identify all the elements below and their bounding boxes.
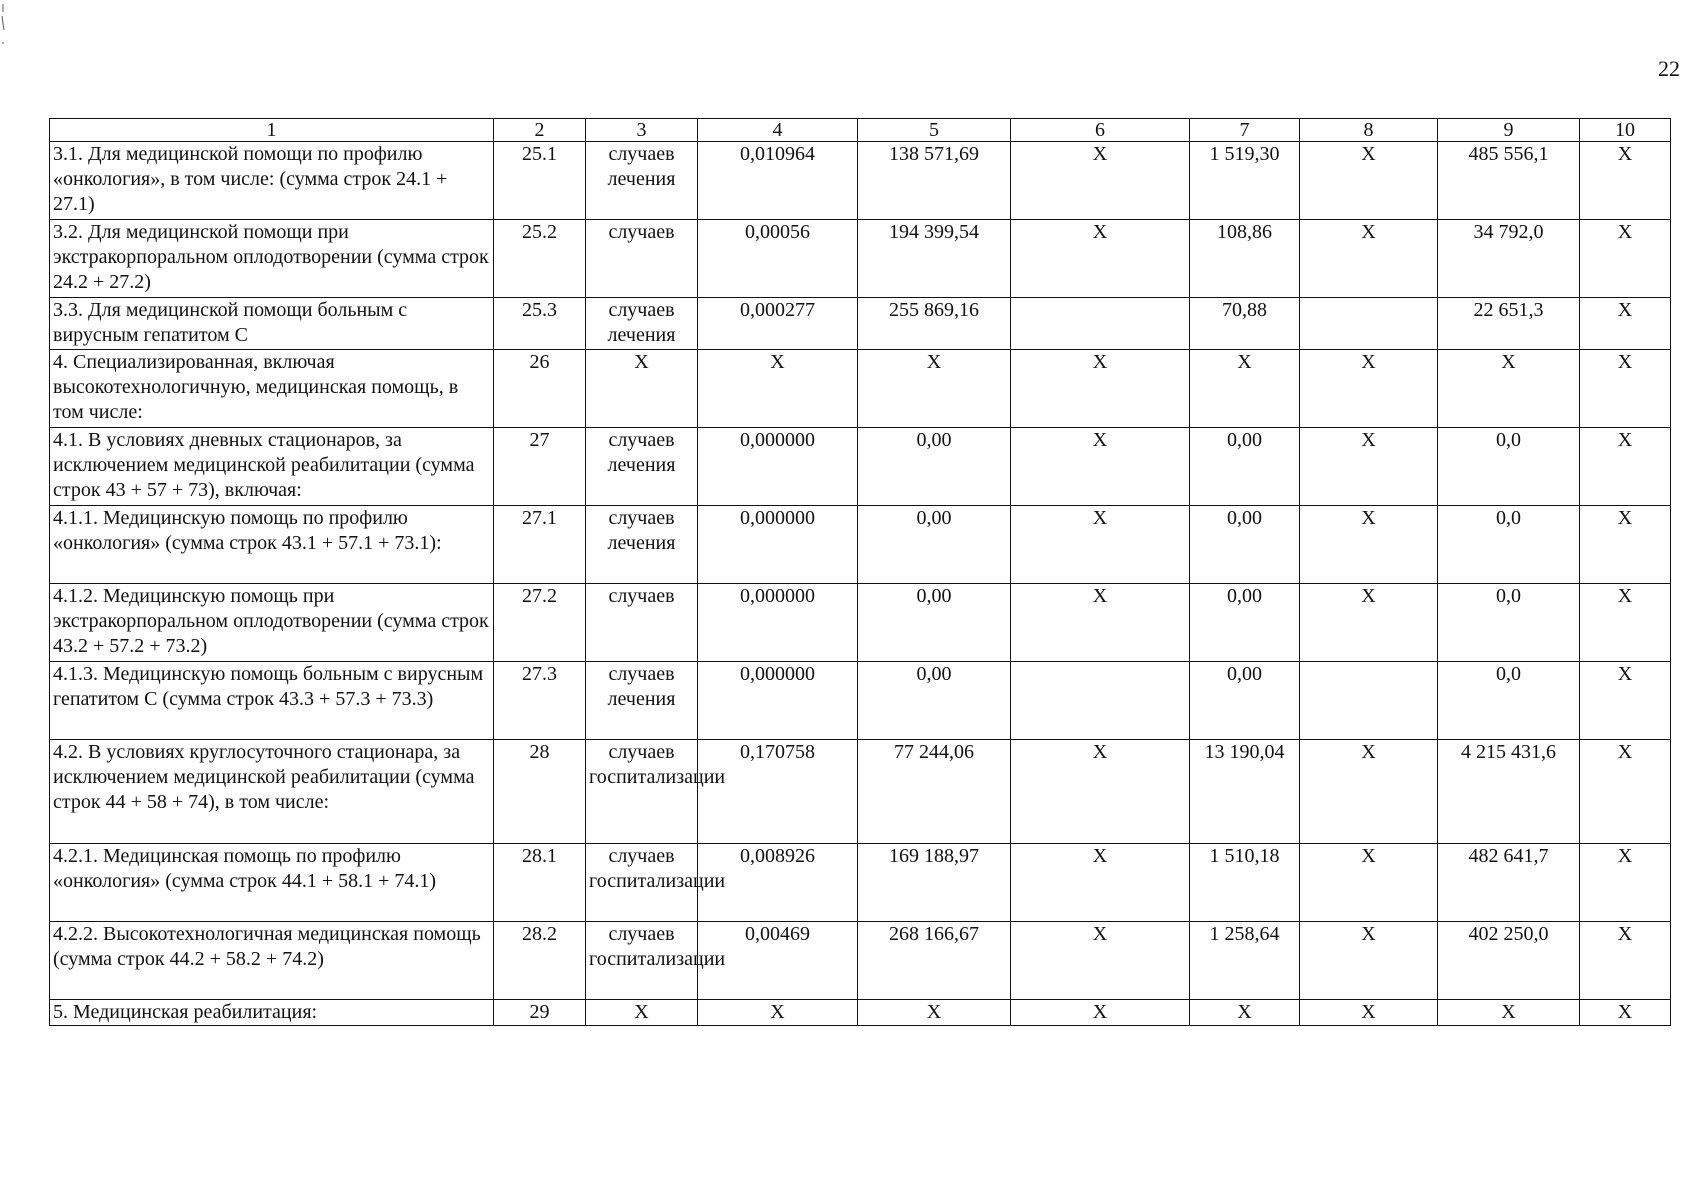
- row-code-cell: 27: [494, 428, 586, 506]
- value-cell: [1300, 662, 1438, 740]
- value-cell: Х: [1011, 142, 1190, 220]
- row-code-cell: 25.3: [494, 298, 586, 350]
- row-name-cell: 3.2. Для медицинской помощи при экстракорпоральном оплодотворении (сумма строк 24.2 + 27.2): [50, 220, 494, 298]
- value-cell: Х: [1580, 298, 1671, 350]
- unit-cell: случаев лечения: [586, 142, 698, 220]
- column-header: 10: [1580, 119, 1671, 142]
- value-cell: Х: [1300, 506, 1438, 584]
- row-code-cell: 27.2: [494, 584, 586, 662]
- row-name-cell: 4.2.2. Высокотехнологичная медицинская помощь (сумма строк 44.2 + 58.2 + 74.2): [50, 922, 494, 1000]
- row-name-cell: 4.1. В условиях дневных стационаров, за исключением медицинской реабилитации (сумма строк 43 + 57 + 73), включая:: [50, 428, 494, 506]
- value-cell: 0,00: [858, 662, 1011, 740]
- value-cell: 0,000000: [698, 506, 858, 584]
- value-cell: Х: [1438, 1000, 1580, 1026]
- value-cell: Х: [1438, 350, 1580, 428]
- value-cell: Х: [1300, 844, 1438, 922]
- value-cell: 1 510,18: [1190, 844, 1300, 922]
- value-cell: Х: [1580, 428, 1671, 506]
- value-cell: Х: [1300, 220, 1438, 298]
- value-cell: 13 190,04: [1190, 740, 1300, 844]
- row-code-cell: 29: [494, 1000, 586, 1026]
- value-cell: 0,000000: [698, 662, 858, 740]
- value-cell: Х: [1300, 584, 1438, 662]
- value-cell: 0,00: [1190, 506, 1300, 584]
- value-cell: Х: [1011, 740, 1190, 844]
- value-cell: 0,00: [1190, 584, 1300, 662]
- data-table: [49, 118, 1671, 1026]
- unit-cell: случаев госпитализации: [586, 844, 698, 922]
- row-code-cell: 25.1: [494, 142, 586, 220]
- page-number: 22: [1658, 56, 1680, 81]
- scan-corner-mark: [1, 2, 7, 46]
- column-header: 6: [1011, 119, 1190, 142]
- row-name-cell: 4. Специализированная, включая высокотехнологичную, медицинская помощь, в том числе:: [50, 350, 494, 428]
- table-row: [50, 922, 1671, 1000]
- table-row: [50, 142, 1671, 220]
- value-cell: Х: [1190, 1000, 1300, 1026]
- value-cell: 0,00: [1190, 428, 1300, 506]
- value-cell: 1 519,30: [1190, 142, 1300, 220]
- value-cell: 0,170758: [698, 740, 858, 844]
- value-cell: 138 571,69: [858, 142, 1011, 220]
- row-code-cell: 28.1: [494, 844, 586, 922]
- table-row: [50, 584, 1671, 662]
- value-cell: Х: [1580, 584, 1671, 662]
- value-cell: 77 244,06: [858, 740, 1011, 844]
- value-cell: 0,000277: [698, 298, 858, 350]
- value-cell: Х: [1300, 1000, 1438, 1026]
- value-cell: Х: [1300, 922, 1438, 1000]
- unit-cell: Х: [586, 1000, 698, 1026]
- value-cell: 485 556,1: [1438, 142, 1580, 220]
- value-cell: [1011, 298, 1190, 350]
- value-cell: Х: [1300, 428, 1438, 506]
- unit-cell: случаев лечения: [586, 428, 698, 506]
- row-code-cell: 28: [494, 740, 586, 844]
- value-cell: Х: [1300, 142, 1438, 220]
- value-cell: 0,00056: [698, 220, 858, 298]
- row-name-cell: 4.1.3. Медицинскую помощь больным с вирусным гепатитом С (сумма строк 43.3 + 57.3 + 73.3): [50, 662, 494, 740]
- unit-cell: случаев: [586, 220, 698, 298]
- row-name-cell: 4.2.1. Медицинская помощь по профилю «онкология» (сумма строк 44.1 + 58.1 + 74.1): [50, 844, 494, 922]
- value-cell: 0,008926: [698, 844, 858, 922]
- row-code-cell: 28.2: [494, 922, 586, 1000]
- column-header: 8: [1300, 119, 1438, 142]
- table-row: [50, 350, 1671, 428]
- value-cell: Х: [1011, 584, 1190, 662]
- unit-cell: случаев лечения: [586, 662, 698, 740]
- value-cell: Х: [1580, 142, 1671, 220]
- value-cell: 4 215 431,6: [1438, 740, 1580, 844]
- value-cell: 70,88: [1190, 298, 1300, 350]
- value-cell: 34 792,0: [1438, 220, 1580, 298]
- value-cell: 255 869,16: [858, 298, 1011, 350]
- value-cell: 0,0: [1438, 662, 1580, 740]
- value-cell: 108,86: [1190, 220, 1300, 298]
- row-name-cell: 4.1.1. Медицинскую помощь по профилю «онкология» (сумма строк 43.1 + 57.1 + 73.1):: [50, 506, 494, 584]
- value-cell: Х: [1580, 220, 1671, 298]
- table-row: [50, 220, 1671, 298]
- value-cell: 0,00: [858, 506, 1011, 584]
- value-cell: 0,0: [1438, 584, 1580, 662]
- value-cell: 169 188,97: [858, 844, 1011, 922]
- value-cell: 0,00: [1190, 662, 1300, 740]
- value-cell: Х: [1580, 350, 1671, 428]
- value-cell: 1 258,64: [1190, 922, 1300, 1000]
- value-cell: Х: [1011, 922, 1190, 1000]
- unit-cell: случаев госпитализации: [586, 922, 698, 1000]
- value-cell: Х: [1011, 428, 1190, 506]
- value-cell: Х: [858, 350, 1011, 428]
- table-row: [50, 662, 1671, 740]
- value-cell: 0,000000: [698, 428, 858, 506]
- row-code-cell: 26: [494, 350, 586, 428]
- row-name-cell: 4.1.2. Медицинскую помощь при экстракорпоральном оплодотворении (сумма строк 43.2 + 57.2 + 73.2): [50, 584, 494, 662]
- value-cell: 22 651,3: [1438, 298, 1580, 350]
- value-cell: 482 641,7: [1438, 844, 1580, 922]
- value-cell: Х: [1011, 350, 1190, 428]
- value-cell: Х: [1011, 506, 1190, 584]
- row-code-cell: 27.3: [494, 662, 586, 740]
- table-row: [50, 298, 1671, 350]
- value-cell: Х: [1300, 350, 1438, 428]
- value-cell: Х: [698, 1000, 858, 1026]
- value-cell: Х: [1011, 1000, 1190, 1026]
- value-cell: 0,00: [858, 428, 1011, 506]
- value-cell: 268 166,67: [858, 922, 1011, 1000]
- header-row: [50, 119, 1671, 142]
- value-cell: 0,000000: [698, 584, 858, 662]
- value-cell: 0,0: [1438, 506, 1580, 584]
- unit-cell: случаев: [586, 584, 698, 662]
- value-cell: Х: [1580, 1000, 1671, 1026]
- value-cell: 402 250,0: [1438, 922, 1580, 1000]
- value-cell: Х: [1011, 220, 1190, 298]
- value-cell: [1300, 298, 1438, 350]
- column-header: 2: [494, 119, 586, 142]
- column-header: 9: [1438, 119, 1580, 142]
- row-name-cell: 3.3. Для медицинской помощи больным с вирусным гепатитом С: [50, 298, 494, 350]
- value-cell: Х: [1580, 662, 1671, 740]
- value-cell: Х: [1190, 350, 1300, 428]
- column-header: 1: [50, 119, 494, 142]
- row-name-cell: 5. Медицинская реабилитация:: [50, 1000, 494, 1026]
- row-code-cell: 27.1: [494, 506, 586, 584]
- column-header: 5: [858, 119, 1011, 142]
- value-cell: Х: [698, 350, 858, 428]
- value-cell: Х: [1580, 506, 1671, 584]
- table-row: [50, 1000, 1671, 1026]
- value-cell: Х: [1011, 844, 1190, 922]
- column-header: 4: [698, 119, 858, 142]
- value-cell: 0,0: [1438, 428, 1580, 506]
- table-row: [50, 740, 1671, 844]
- table-row: [50, 428, 1671, 506]
- value-cell: Х: [1580, 922, 1671, 1000]
- value-cell: Х: [1580, 740, 1671, 844]
- table-row: [50, 506, 1671, 584]
- value-cell: Х: [858, 1000, 1011, 1026]
- value-cell: 0,00469: [698, 922, 858, 1000]
- unit-cell: случаев лечения: [586, 506, 698, 584]
- table-row: [50, 844, 1671, 922]
- row-name-cell: 4.2. В условиях круглосуточного стационара, за исключением медицинской реабилитации (сумма строк 44 + 58 + 74), в том числе:: [50, 740, 494, 844]
- unit-cell: случаев госпитализации: [586, 740, 698, 844]
- value-cell: 0,00: [858, 584, 1011, 662]
- unit-cell: случаев лечения: [586, 298, 698, 350]
- row-code-cell: 25.2: [494, 220, 586, 298]
- column-header: 7: [1190, 119, 1300, 142]
- value-cell: [1011, 662, 1190, 740]
- row-name-cell: 3.1. Для медицинской помощи по профилю «онкология», в том числе: (сумма строк 24.1 + 27.1): [50, 142, 494, 220]
- unit-cell: Х: [586, 350, 698, 428]
- column-header: 3: [586, 119, 698, 142]
- value-cell: Х: [1300, 740, 1438, 844]
- value-cell: 194 399,54: [858, 220, 1011, 298]
- value-cell: Х: [1580, 844, 1671, 922]
- value-cell: 0,010964: [698, 142, 858, 220]
